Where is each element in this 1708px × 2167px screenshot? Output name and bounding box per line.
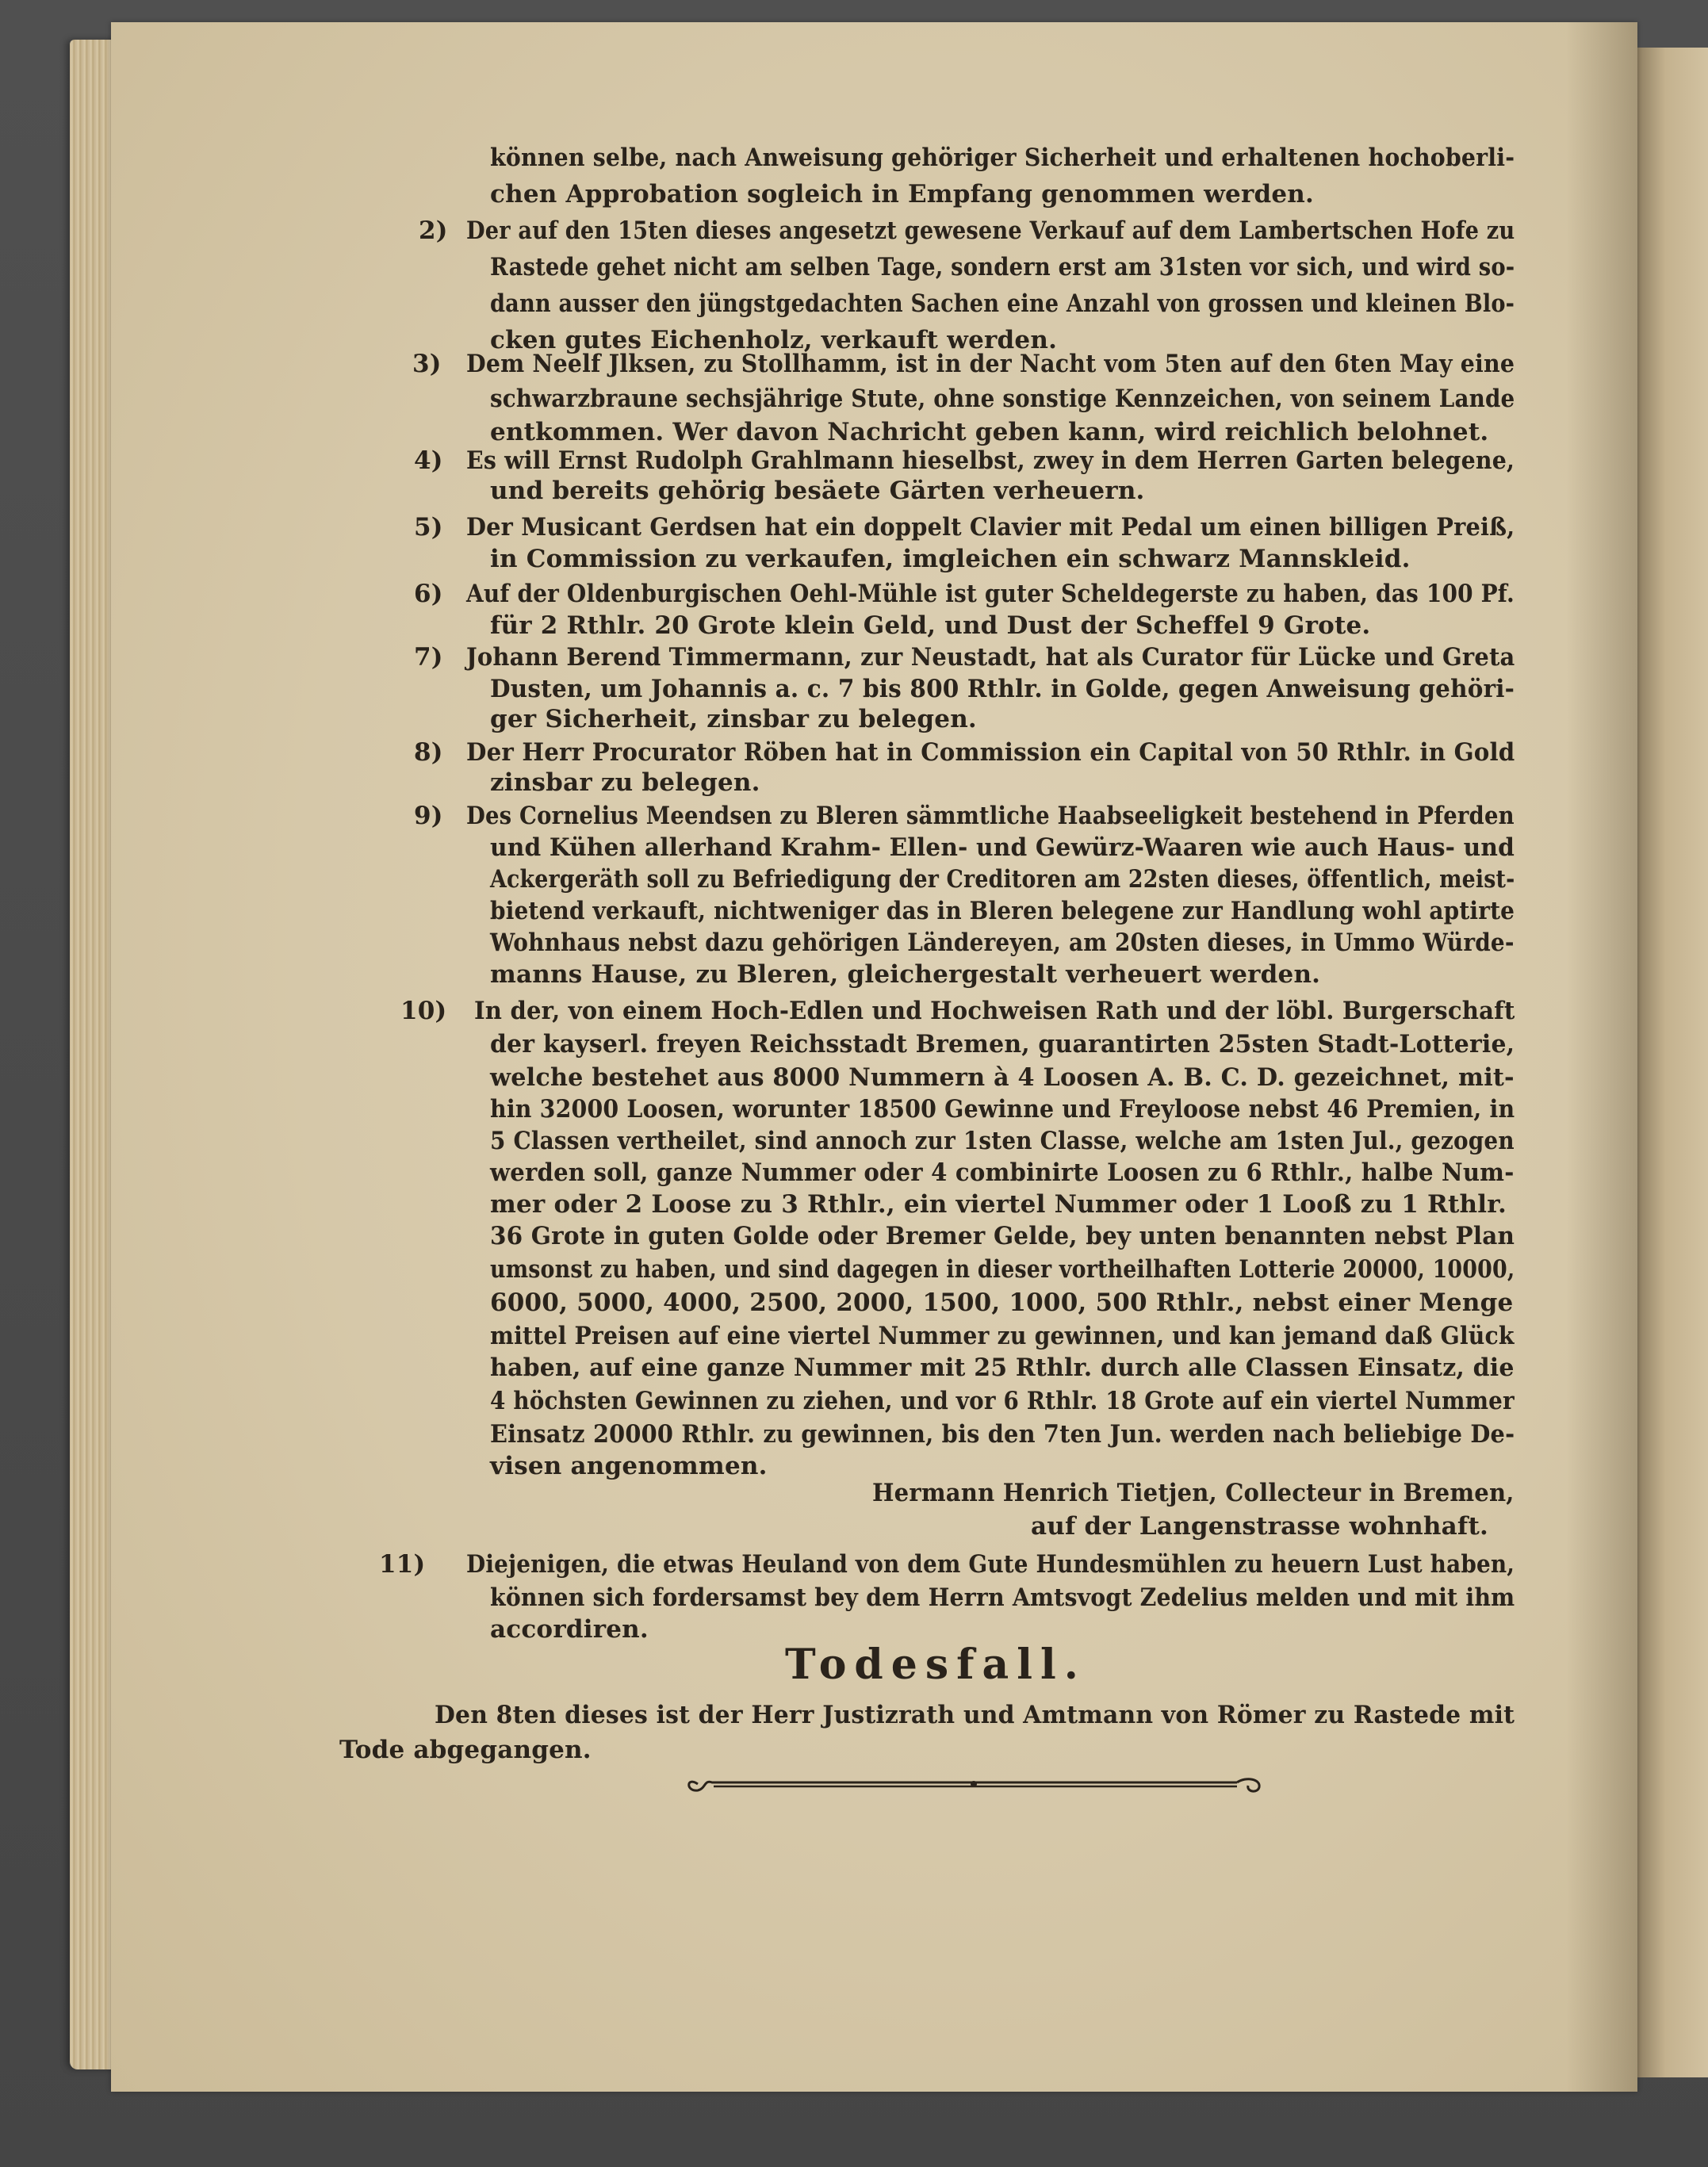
- text-line: Auf der Oldenburgischen Oehl-Mühle ist guter Scheldegerste zu haben, das 100 Pf.: [466, 580, 1515, 608]
- item-number: 10): [400, 997, 447, 1025]
- text-line: mittel Preisen auf eine viertel Nummer zu gewinnen, und kan jemand daß Glück: [490, 1322, 1515, 1350]
- text-line: ger Sicherheit, zinsbar zu belegen.: [490, 705, 977, 733]
- text-line: und bereits gehörig besäete Gärten verheuern.: [490, 477, 1145, 505]
- text-line: Dem Neelf Jlksen, zu Stollhamm, ist in der Nacht vom 5ten auf den 6ten May eine: [466, 350, 1515, 378]
- item-number: 3): [412, 350, 442, 378]
- text-line: Der Herr Procurator Röben hat in Commission ein Capital von 50 Rthlr. in Gold: [466, 738, 1515, 767]
- text-line: Den 8ten dieses ist der Herr Justizrath und Amtmann von Römer zu Rastede mit: [435, 1701, 1515, 1729]
- text-line: 4 höchsten Gewinnen zu ziehen, und vor 6 Rthlr. 18 Grote auf ein viertel Nummer: [490, 1387, 1515, 1415]
- text-line: Wohnhaus nebst dazu gehörigen Ländereyen, am 20sten dieses, in Ummo Würde-: [490, 928, 1515, 957]
- text-line: Ackergeräth soll zu Befriedigung der Creditoren am 22sten dieses, öffentlich, meist-: [490, 865, 1515, 894]
- divider-ornament: [682, 1768, 1269, 1800]
- item-number: 11): [379, 1550, 426, 1579]
- text-line: chen Approbation sogleich in Empfang genommen werden.: [490, 180, 1315, 209]
- text-line: schwarzbraune sechsjährige Stute, ohne sonstige Kennzeichen, von seinem Lande: [490, 385, 1515, 413]
- text-line: cken gutes Eichenholz, verkauft werden.: [490, 326, 1058, 354]
- text-line: Einsatz 20000 Rthlr. zu gewinnen, bis den 7ten Jun. werden nach beliebige De-: [490, 1420, 1515, 1449]
- section-heading: Todesfall.: [785, 1641, 1086, 1689]
- text-line: Johann Berend Timmermann, zur Neustadt, hat als Curator für Lücke und Greta: [466, 643, 1515, 672]
- text-line: können sich fordersamst bey dem Herrn Amtsvogt Zedelius melden und mit ihm: [490, 1583, 1515, 1612]
- text-line: haben, auf eine ganze Nummer mit 25 Rthlr. durch alle Classen Einsatz, die: [490, 1353, 1515, 1382]
- text-line: umsonst zu haben, und sind dagegen in dieser vortheilhaften Lotterie 20000, 10000,: [490, 1255, 1515, 1284]
- text-line: Diejenigen, die etwas Heuland von dem Gute Hundesmühlen zu heuern Lust haben,: [466, 1550, 1515, 1579]
- text-line: in Commission zu verkaufen, imgleichen ein schwarz Mannskleid.: [490, 545, 1411, 573]
- text-line: Rastede gehet nicht am selben Tage, sondern erst am 31sten vor sich, und wird so-: [490, 253, 1515, 281]
- item-number: 8): [414, 738, 443, 767]
- text-line: Des Cornelius Meendsen zu Bleren sämmtliche Haabseeligkeit bestehend in Pferden: [466, 802, 1515, 830]
- text-line: accordiren.: [490, 1615, 649, 1644]
- text-line: für 2 Rthlr. 20 Grote klein Geld, und Dust der Scheffel 9 Grote.: [490, 611, 1371, 640]
- item-number: 2): [419, 216, 448, 245]
- text-line: mer oder 2 Loose zu 3 Rthlr., ein viertel Nummer oder 1 Looß zu 1 Rthlr.: [490, 1190, 1507, 1219]
- text-line: entkommen. Wer davon Nachricht geben kann, wird reichlich belohnet.: [490, 418, 1489, 446]
- item-number: 4): [414, 446, 443, 475]
- text-line: Es will Ernst Rudolph Grahlmann hieselbst, zwey in dem Herren Garten belegene,: [466, 446, 1515, 475]
- text-line: hin 32000 Loosen, worunter 18500 Gewinne und Freyloose nebst 46 Premien, in: [490, 1095, 1515, 1124]
- text-line: 36 Grote in guten Golde oder Bremer Gelde, bey unten benannten nebst Plan: [490, 1222, 1515, 1250]
- text-line: Dusten, um Johannis a. c. 7 bis 800 Rthlr. in Golde, gegen Anweisung gehöri-: [490, 675, 1515, 703]
- text-line: dann ausser den jüngstgedachten Sachen eine Anzahl von grossen und kleinen Blo-: [490, 289, 1515, 318]
- text-line: bietend verkauft, nichtweniger das in Bleren belegene zur Handlung wohl aptirte: [490, 897, 1515, 925]
- item-number: 6): [414, 580, 443, 608]
- signature-line: auf der Langenstrasse wohnhaft.: [1031, 1512, 1488, 1541]
- item-number: 5): [414, 513, 443, 542]
- text-line: können selbe, nach Anweisung gehöriger Sicherheit und erhaltenen hochoberli-: [490, 144, 1515, 172]
- text-line: zinsbar zu belegen.: [490, 768, 760, 797]
- text-line: visen angenommen.: [490, 1452, 768, 1480]
- item-number: 7): [414, 643, 443, 672]
- text-line: werden soll, ganze Nummer oder 4 combinirte Loosen zu 6 Rthlr., halbe Num-: [490, 1158, 1515, 1187]
- text-line: 6000, 5000, 4000, 2500, 2000, 1500, 1000, 500 Rthlr., nebst einer Menge: [490, 1288, 1514, 1317]
- text-line: Tode abgegangen.: [339, 1736, 592, 1764]
- text-line: welche bestehet aus 8000 Nummern à 4 Loosen A. B. C. D. gezeichnet, mit-: [490, 1063, 1515, 1092]
- text-line: der kayserl. freyen Reichsstadt Bremen, guarantirten 25sten Stadt-Lotterie,: [490, 1030, 1515, 1059]
- item-number: 9): [414, 802, 443, 830]
- text-line: In der, von einem Hoch-Edlen und Hochweisen Rath und der löbl. Burgerschaft: [474, 997, 1515, 1025]
- text-line: 5 Classen vertheilet, sind annoch zur 1sten Classe, welche am 1sten Jul., gezogen: [490, 1127, 1515, 1155]
- signature-line: Hermann Henrich Tietjen, Collecteur in Bremen,: [872, 1479, 1515, 1507]
- text-line: manns Hause, zu Bleren, gleichergestalt verheuert werden.: [490, 960, 1321, 989]
- text-line: Der auf den 15ten dieses angesetzt gewesene Verkauf auf dem Lambertschen Hofe zu: [466, 216, 1515, 245]
- text-line: Der Musicant Gerdsen hat ein doppelt Clavier mit Pedal um einen billigen Preiß,: [466, 513, 1515, 542]
- text-line: und Kühen allerhand Krahm- Ellen- und Gewürz-Waaren wie auch Haus- und: [490, 833, 1515, 862]
